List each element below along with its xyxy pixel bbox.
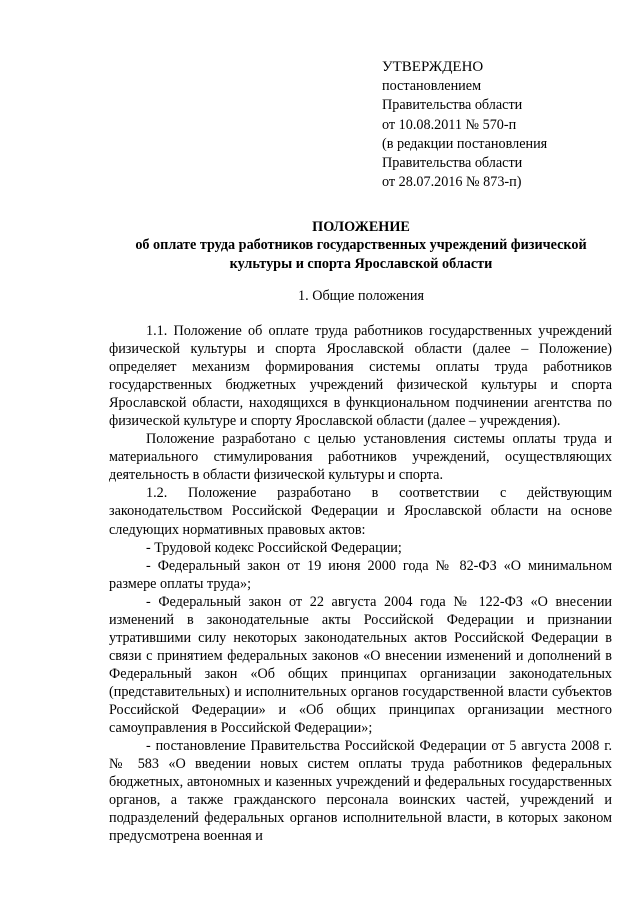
paragraph: - Федеральный закон от 22 августа 2004 года № 122-ФЗ «О внесении изменений в законодательные акты Российской Федерации и признании утратившими силу некоторых законодательных актов Российской Федерации в связи с принятием федеральных законов «О внесении изменений и дополнений в Федеральный закон «Об общих принципах организации законодательных (представительных) и исполнительных органов государственной власти субъектов Российской Федерации» и «Об общих принципах организации местного самоуправления в Российской Федерации»; [109, 593, 612, 737]
approval-line: УТВЕРЖДЕНО [382, 59, 484, 75]
section-title: 1. Общие положения [298, 288, 424, 304]
paragraph: 1.1. Положение об оплате труда работников государственных учреждений физической культуры и спорта Ярославской области (далее – Положение) определяет механизм формирования системы оплаты труда работников государственных бюджетных учреждений физической культуры и спорта Ярославской области, находящихся в функциональном подчинении агентства по физической культуре и спорту Ярославской области (далее – учреждения). [109, 323, 612, 430]
document-body [109, 322, 612, 845]
approval-line: постановлением [382, 78, 482, 95]
paragraph: - Федеральный закон от 19 июня 2000 года № 82-ФЗ «О минимальном размере оплаты труда»; [109, 557, 612, 592]
approval-line: (в редакции постановления [382, 135, 548, 152]
approval-stamp [382, 58, 622, 192]
approval-line: Правительства области [382, 97, 523, 114]
approval-line: от 10.08.2011 № 570-п [382, 116, 517, 133]
paragraph: - Трудовой кодекс Российской Федерации; [146, 539, 402, 556]
approval-line: от 28.07.2016 № 873-п) [382, 174, 522, 191]
paragraph: Положение разработано с целью установления системы оплаты труда и материального стимулирования работников учреждений, осуществляющих деятельность в области физической культуры и спорта. [109, 431, 612, 484]
paragraph: 1.2. Положение разработано в соответствии с действующим законодательством Российской Федерации и Ярославской области на основе следующих нормативных правовых актов: [109, 485, 612, 538]
approval-line: Правительства области [382, 155, 523, 172]
document-heading [110, 218, 612, 273]
paragraph: - постановление Правительства Российской Федерации от 5 августа 2008 г. № 583 «О введении новых систем оплаты труда работников федеральных бюджетных, автономных и казенных учреждений и федеральных государственных органов, а также гражданского персонала воинских частей, учреждений и подразделений федеральных органов исполнительной власти, в которых законом предусмотрена военная и [109, 738, 612, 845]
document-title: ПОЛОЖЕНИЕ [312, 219, 410, 235]
document-subtitle: об оплате труда работников государственных учреждений физической культуры и спорта Ярославской области [135, 237, 587, 272]
